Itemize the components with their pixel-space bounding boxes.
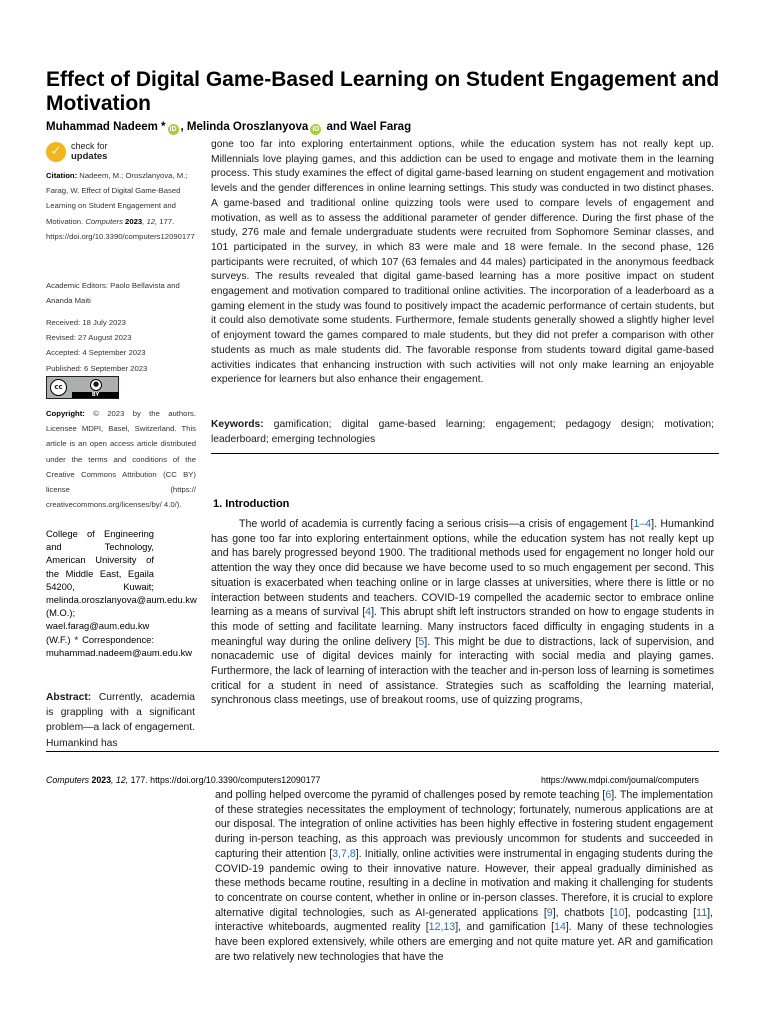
abstract-start: Abstract: Currently, academia is grappling with a significant problem—a lack of engagement. Humankind has [46,692,195,749]
cc-icon: cc [50,379,67,396]
page-two-body: and polling helped overcome the pyramid of challenges posed by remote teaching [6]. The implementation of these strategies necessitates the employment of technology; fortunately, numerous applications are at our disposal. The integration of online activities has been highly effective in fostering student engagement during in-person teaching, as this approach was previously uncommon for students and succeeded in capturing their attention [3,7,8]. Initially, online activities were instrumental in engaging students during the COVID-19 pandemic owing to their innovative nature. However, their appeal gradually diminished as these methods became routine, resulting in a decline in motivation and making it challenging for students to concentrate on course content, whether in online or in-person classes. Therefore, it is crucial to explore alternative digital technologies, such as AI-generated applications [9], chatbots [10], podcasting [11], interactive whiteboards, augmented reality [12,13], and gamification [14]. Many of these technologies have been explored extensively, while others are emerging and not quite mature yet. AR and gamification are two relatively new technologies that have the [215,789,714,963]
reference-link[interactable]: 14 [554,921,566,934]
paper-title: Effect of Digital Game-Based Learning on Student Engagement and Motivation [46,68,720,115]
author-nadeem[interactable]: Muhammad Nadeem * [46,121,166,133]
reference-link[interactable]: 10 [612,906,625,919]
citation-block: Citation: Nadeem, M.; Oroszlanyova, M.; Farag, W. Effect of Digital Game-Based Learning on Student Engagement and Motivation. Computers 2023, 12, 177. https://doi.org/10.3390/computers12090177 [46,171,195,241]
page-footer-citation: Computers 2023, 12, 177. https://doi.org/10.3390/computers12090177 [46,775,321,785]
author-farag[interactable]: and Wael Farag [323,121,412,133]
reference-link[interactable]: 12,13 [428,921,456,934]
keywords: Keywords: gamification; digital game-based learning; engagement; pedagogy design; motivation; leaderboard; emerging technologies [211,419,714,445]
orcid-icon[interactable]: iD [312,126,320,133]
check-updates-icon: ✓ [46,142,66,162]
date-revised: Revised: 27 August 2023 [46,333,132,343]
abstract-text: gone too far into exploring entertainment options, while the education system has not really kept up. Millennials love playing games, and this addiction can be used to engage and motivate them in the learning process. This study examines the effect of digital game-based learning on student engagement and motivation levels and the gender differences in online learning settings. This study was conducted in two distinct phases. A game-based and traditional online quizzing tools were used to compare levels of engagement and motivation, as well as to assess the additional parameter of gender difference. During the first phase of the study, 276 male and female undergraduate students were recruited from Sophomore Seminar classes, and 101 participated in the survey, in which 83 were male and 18 were female. In the second phase, 126 participants were recruited, of which 107 (63 females and 44 males) participated in the anonymous feedback surveys. The results revealed that digital game-based learning has a more positive impact on student engagement and motivation compared to traditional online activities. The incorporation of a leaderboard as a gaming element in the study was found to positively impact the academic performance of certain students, but it could also demotivate some students. Furthermore, female students generally showed a slightly higher level of enjoyment toward the games compared to male students, but they did not prefer a comparison with other students as much as male students did. The favorable response from students toward digital game-based activities indicates that enhancing instruction with such activities will not only make learning an enjoyable experience for learners but also enhance their engagement. [211,139,714,386]
reference-link[interactable]: 11 [696,906,708,919]
reference-link[interactable]: 4 [365,606,372,619]
copyright-notice: Copyright: © 2023 by the authors. Licensee MDPI, Basel, Switzerland. This article is an open access article distributed under the terms and conditions of the Creative Commons Attribution (CC BY) license (https:// creativecommons.org/licenses/by/ 4.0/). [46,409,196,510]
author-affiliation: College of Engineering and Technology, American University of the Middle East, Egaila 54200, Kuwait; melinda.oroszlanyova@aum.edu.kw (M.O.); wael.farag@aum.edu.kw (W.F.) * Correspondence: muhammad.nadeem@aum.edu.kw [46,528,197,658]
reference-link[interactable]: 9 [546,906,553,919]
journal-url[interactable]: https://www.mdpi.com/journal/computers [541,775,699,785]
reference-link[interactable]: 1–4 [633,518,652,530]
by-label: BY [72,392,119,398]
reference-link[interactable]: 5 [418,635,425,648]
date-published: Published: 6 September 2023 [46,363,148,373]
reference-link[interactable]: 6 [605,789,612,801]
academic-editors: Academic Editors: Paolo Bellavista and Ananda Maiti [46,281,180,306]
introduction-body [211,517,714,708]
reference-link[interactable]: 3,7,8 [332,847,356,860]
page-divider [46,751,719,752]
author-list [46,121,726,135]
author-oroszlanyova[interactable]: , Melinda Oroszlanyova [180,121,309,133]
attribution-person-icon: ● [90,379,102,391]
date-received: Received: 18 July 2023 [46,318,126,327]
intro-paragraph: The world of academia is currently facing a serious crisis—a crisis of engagement [1–4]. Humankind has gone too far into exploring entertainment options, while the education system has not really kept up and has barely progressed beyond 1900. The traditional methods used for engagement no longer hold our attention the way they once did because we have become used to so much engagement per second. This situation is exacerbated when teaching online or in large classes at universities, where there is little or no interaction between students and teachers. COVID-19 compelled the academic sector to embrace online learning as a means of survival [4]. This abrupt shift left instructors stranded on how to engage students in this mode of setting and facilitate learning. Many instructors faced difficulty in engaging students in a meaningful way during the online delivery [5]. This might be due to distractions, lack of supervision, and nonacademic use of digital devices mainly for interacting with social media and playing games. Furthermore, the lack of learning of interaction with the teacher and in-person loss of learning is sometimes critical for a student in need of assistance. Strategies such as scaffolding the learning material, synchronous class meetings, use of breakout rooms, use of quizzing programs, [211,518,714,707]
date-accepted: Accepted: 4 September 2023 [46,348,146,358]
publication-dates [46,315,194,376]
check-for-updates-badge[interactable] [46,140,166,166]
divider [211,453,719,454]
section-heading: 1. Introduction [213,498,290,510]
check-updates-text: check for updates [71,141,108,162]
orcid-icon[interactable]: iD [169,126,177,133]
cc-by-license-badge[interactable] [46,376,119,399]
abstract-label: Abstract: [46,692,92,703]
